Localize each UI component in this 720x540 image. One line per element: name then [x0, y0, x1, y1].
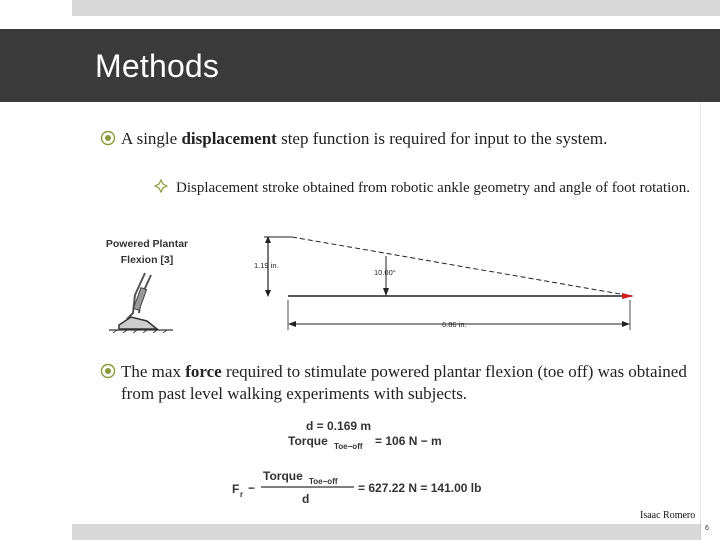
svg-text:−: −	[248, 481, 256, 495]
length-label: 6.86 in.	[442, 320, 467, 329]
eq-torque-rhs: = 106 N − m	[375, 434, 442, 448]
eq-fr-num-sub: Toe−off	[309, 477, 338, 486]
eq-torque-sub: Toe−off	[334, 442, 363, 451]
page-title: Methods	[95, 48, 220, 84]
bullet-text-bold: force	[185, 362, 222, 381]
figure-left-line1: Powered Plantar	[105, 238, 189, 250]
sub-bullet-stroke: Displacement stroke obtained from robotic ankle geometry and angle of foot rotation.	[176, 180, 691, 196]
eq-fr-num: Torque	[263, 469, 303, 483]
eq-fr-rhs: = 627.22 N = 141.00 lb	[358, 481, 482, 495]
target-bullet-icon	[100, 130, 116, 146]
height-label: 1.19 in.	[254, 261, 279, 270]
top-strip	[72, 0, 720, 16]
eq-fr-sub: r	[240, 490, 244, 499]
author-name: Isaac Romero	[640, 510, 696, 521]
bullet-displacement	[121, 128, 681, 150]
figure-left-line2: Flexion [3]	[120, 254, 174, 266]
slope-line	[292, 237, 632, 296]
right-divider	[700, 102, 701, 522]
page-number: 6	[705, 525, 709, 532]
diamond-bullet-icon	[154, 179, 168, 193]
bullet-text-post: required to stimulate powered plantar flexion (toe off) was obtained from past level walking experiments with subjects.	[121, 362, 687, 403]
eq-fr-den: d	[302, 492, 310, 506]
force-equations	[228, 414, 528, 514]
bullet-text-pre: The max	[121, 362, 186, 381]
eq-torque-lhs: Torque	[288, 434, 328, 448]
tip-arrow	[622, 293, 634, 299]
bullet-text-bold: displacement	[181, 129, 277, 148]
figure-left-label	[97, 236, 197, 268]
bullet-force	[121, 361, 691, 405]
target-bullet-icon	[100, 363, 116, 379]
eq-d: d = 0.169 m	[306, 419, 372, 433]
bullet-text-post: step function is required for input to the system.	[276, 129, 608, 148]
bullet-text-pre: A single	[121, 129, 182, 148]
ankle-geometry-diagram	[250, 230, 650, 335]
page-number-box	[700, 522, 720, 540]
eq-fr-lhs: F	[232, 482, 240, 496]
angle-label: 10.00°	[374, 268, 396, 277]
footer-strip	[72, 524, 704, 540]
